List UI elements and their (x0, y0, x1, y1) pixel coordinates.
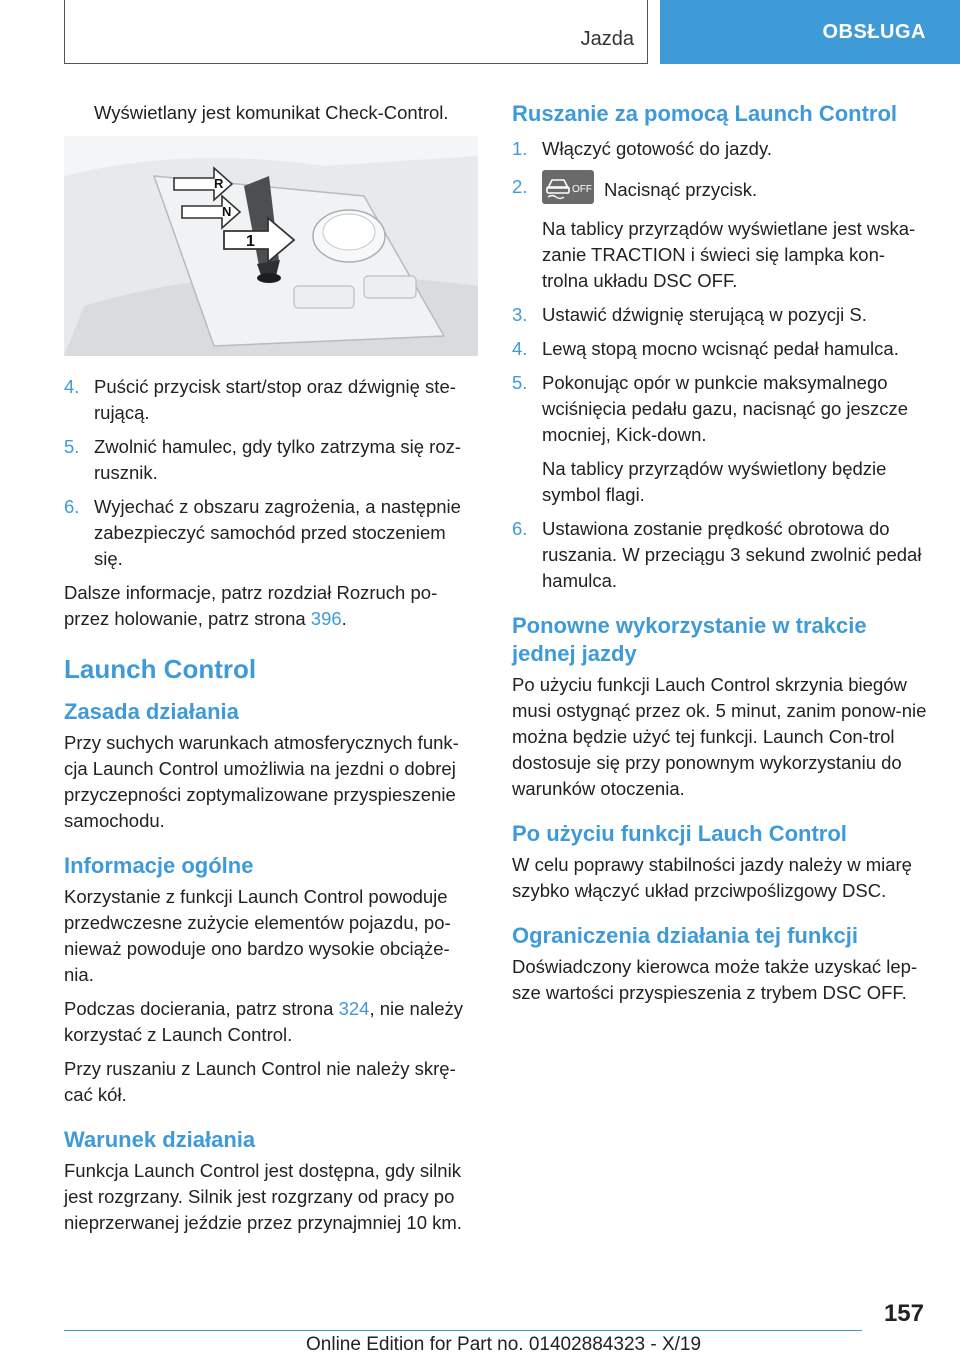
header-section-title: Jazda (580, 28, 634, 50)
section-heading-general: Informacje ogólne (64, 853, 254, 878)
list-item: 5. Pokonując opór w punkcie maksymalnego wciśnięcia pedału gazu, nacisnąć go jeszcze mocniej, Kick-down. Na tablicy przyrządów wyświetlony będzie symbol flagi. (512, 372, 909, 505)
page-link-324[interactable]: 324 (338, 998, 370, 1019)
gear-selector-figure (64, 136, 478, 356)
list-item: 1. Włączyć gotowość do jazdy. (512, 138, 772, 159)
footer-divider (64, 1330, 862, 1331)
figure-label-r: R (214, 176, 224, 191)
section-heading-launch-start: Ruszanie za pomocą Launch Control (512, 101, 898, 126)
section-text-limits: Doświadczony kierowca może także uzyskać lep-sze wartości przyspieszenia z trybem DSC OFF. (512, 956, 918, 1003)
page-number: 157 (883, 1300, 924, 1327)
intro-text: Wyświetlany jest komunikat Check-Control. (94, 102, 449, 123)
header-chapter-tab[interactable]: OBSŁUGA (660, 0, 960, 64)
section-heading-after-use: Po użyciu funkcji Lauch Control (512, 821, 847, 846)
figure-label-n: N (222, 204, 232, 219)
list-item: 4. Puścić przycisk start/stop oraz dźwignię ste-rującą. (64, 376, 456, 423)
list-item: 5. Zwolnić hamulec, gdy tylko zatrzyma się roz-rusznik. (64, 436, 462, 483)
header-frame (64, 0, 648, 64)
section-heading-principle: Zasada działania (64, 699, 239, 724)
list-item: 6. Ustawiona zostanie prędkość obrotowa do ruszania. W przeciągu 3 sekund zwolnić pedał hamulca. (512, 518, 922, 591)
left-steps-list (64, 374, 478, 572)
chapter-heading: Launch Control (64, 654, 257, 684)
right-steps-list (512, 136, 930, 594)
section-heading-condition: Warunek działania (64, 1127, 256, 1152)
left-column (64, 100, 478, 1244)
section-heading-limits: Ograniczenia działania tej funkcji (512, 923, 858, 948)
list-item: 3. Ustawić dźwignię sterującą w pozycji S. (512, 304, 867, 325)
figure-label-1: 1 (246, 233, 255, 250)
page-link-396[interactable]: 396 (310, 608, 342, 629)
section-text-reuse: Po użyciu funkcji Lauch Control skrzynia biegów musi ostygnąć przez ok. 5 minut, zanim ponow-nie można będzie użyć tej funkcji. Launch Con-trol dostosuje się przy ponownym wykorzystaniu do warunków otoczenia. (512, 674, 927, 799)
section-text-general-2: Podczas docierania, patrz strona 324, nie należy korzystać z Launch Control. (64, 998, 464, 1045)
dsc-off-button-icon (542, 170, 594, 204)
section-text-general-1: Korzystanie z funkcji Launch Control powoduje przedwczesne zużycie elementów pojazdu, po-nieważ powoduje ono bardzo wysokie obciąże-nia. (64, 886, 451, 985)
more-info-text: Dalsze informacje, patrz rozdział Rozruch po-przez holowanie, patrz strona 396. (64, 582, 438, 629)
section-text-after-use: W celu poprawy stabilności jazdy należy w miarę szybko włączyć układ przciwpoślizgowy DSC. (512, 854, 912, 901)
gear-selector-illustration (64, 136, 478, 356)
list-item: 2. OFF Nacisnąć przycisk. Na tablicy przyrządów wyświetlane jest wska-zanie TRACTION i świeci się lampka kon-trolna układu DSC OFF. (512, 174, 930, 294)
section-text-principle: Przy suchych warunkach atmosferycznych funk-cja Launch Control umożliwia na jezdni o dobrej przyczepności zoptymalizowane przyspieszenie samochodu. (64, 732, 459, 831)
section-text-general-3: Przy ruszaniu z Launch Control nie należy skrę-cać kół. (64, 1058, 456, 1105)
section-heading-reuse: Ponowne wykorzystanie w trakcie jednej jazdy (512, 613, 867, 666)
list-item: 4. Lewą stopą mocno wcisnąć pedał hamulca. (512, 338, 899, 359)
footer-edition: Online Edition for Part no. 01402884323 - X/19 (306, 1334, 702, 1355)
list-item: 6. Wyjechać z obszaru zagrożenia, a następnie zabezpieczyć samochód przed stoczeniem się. (64, 496, 461, 569)
section-text-condition: Funkcja Launch Control jest dostępna, gdy silnik jest rozgrzany. Silnik jest rozgrzany od pracy po nieprzerwanej jeździe przez przynajmniej 10 km. (64, 1160, 462, 1233)
right-column (512, 100, 930, 1014)
svg-text:OFF: OFF (572, 184, 592, 195)
